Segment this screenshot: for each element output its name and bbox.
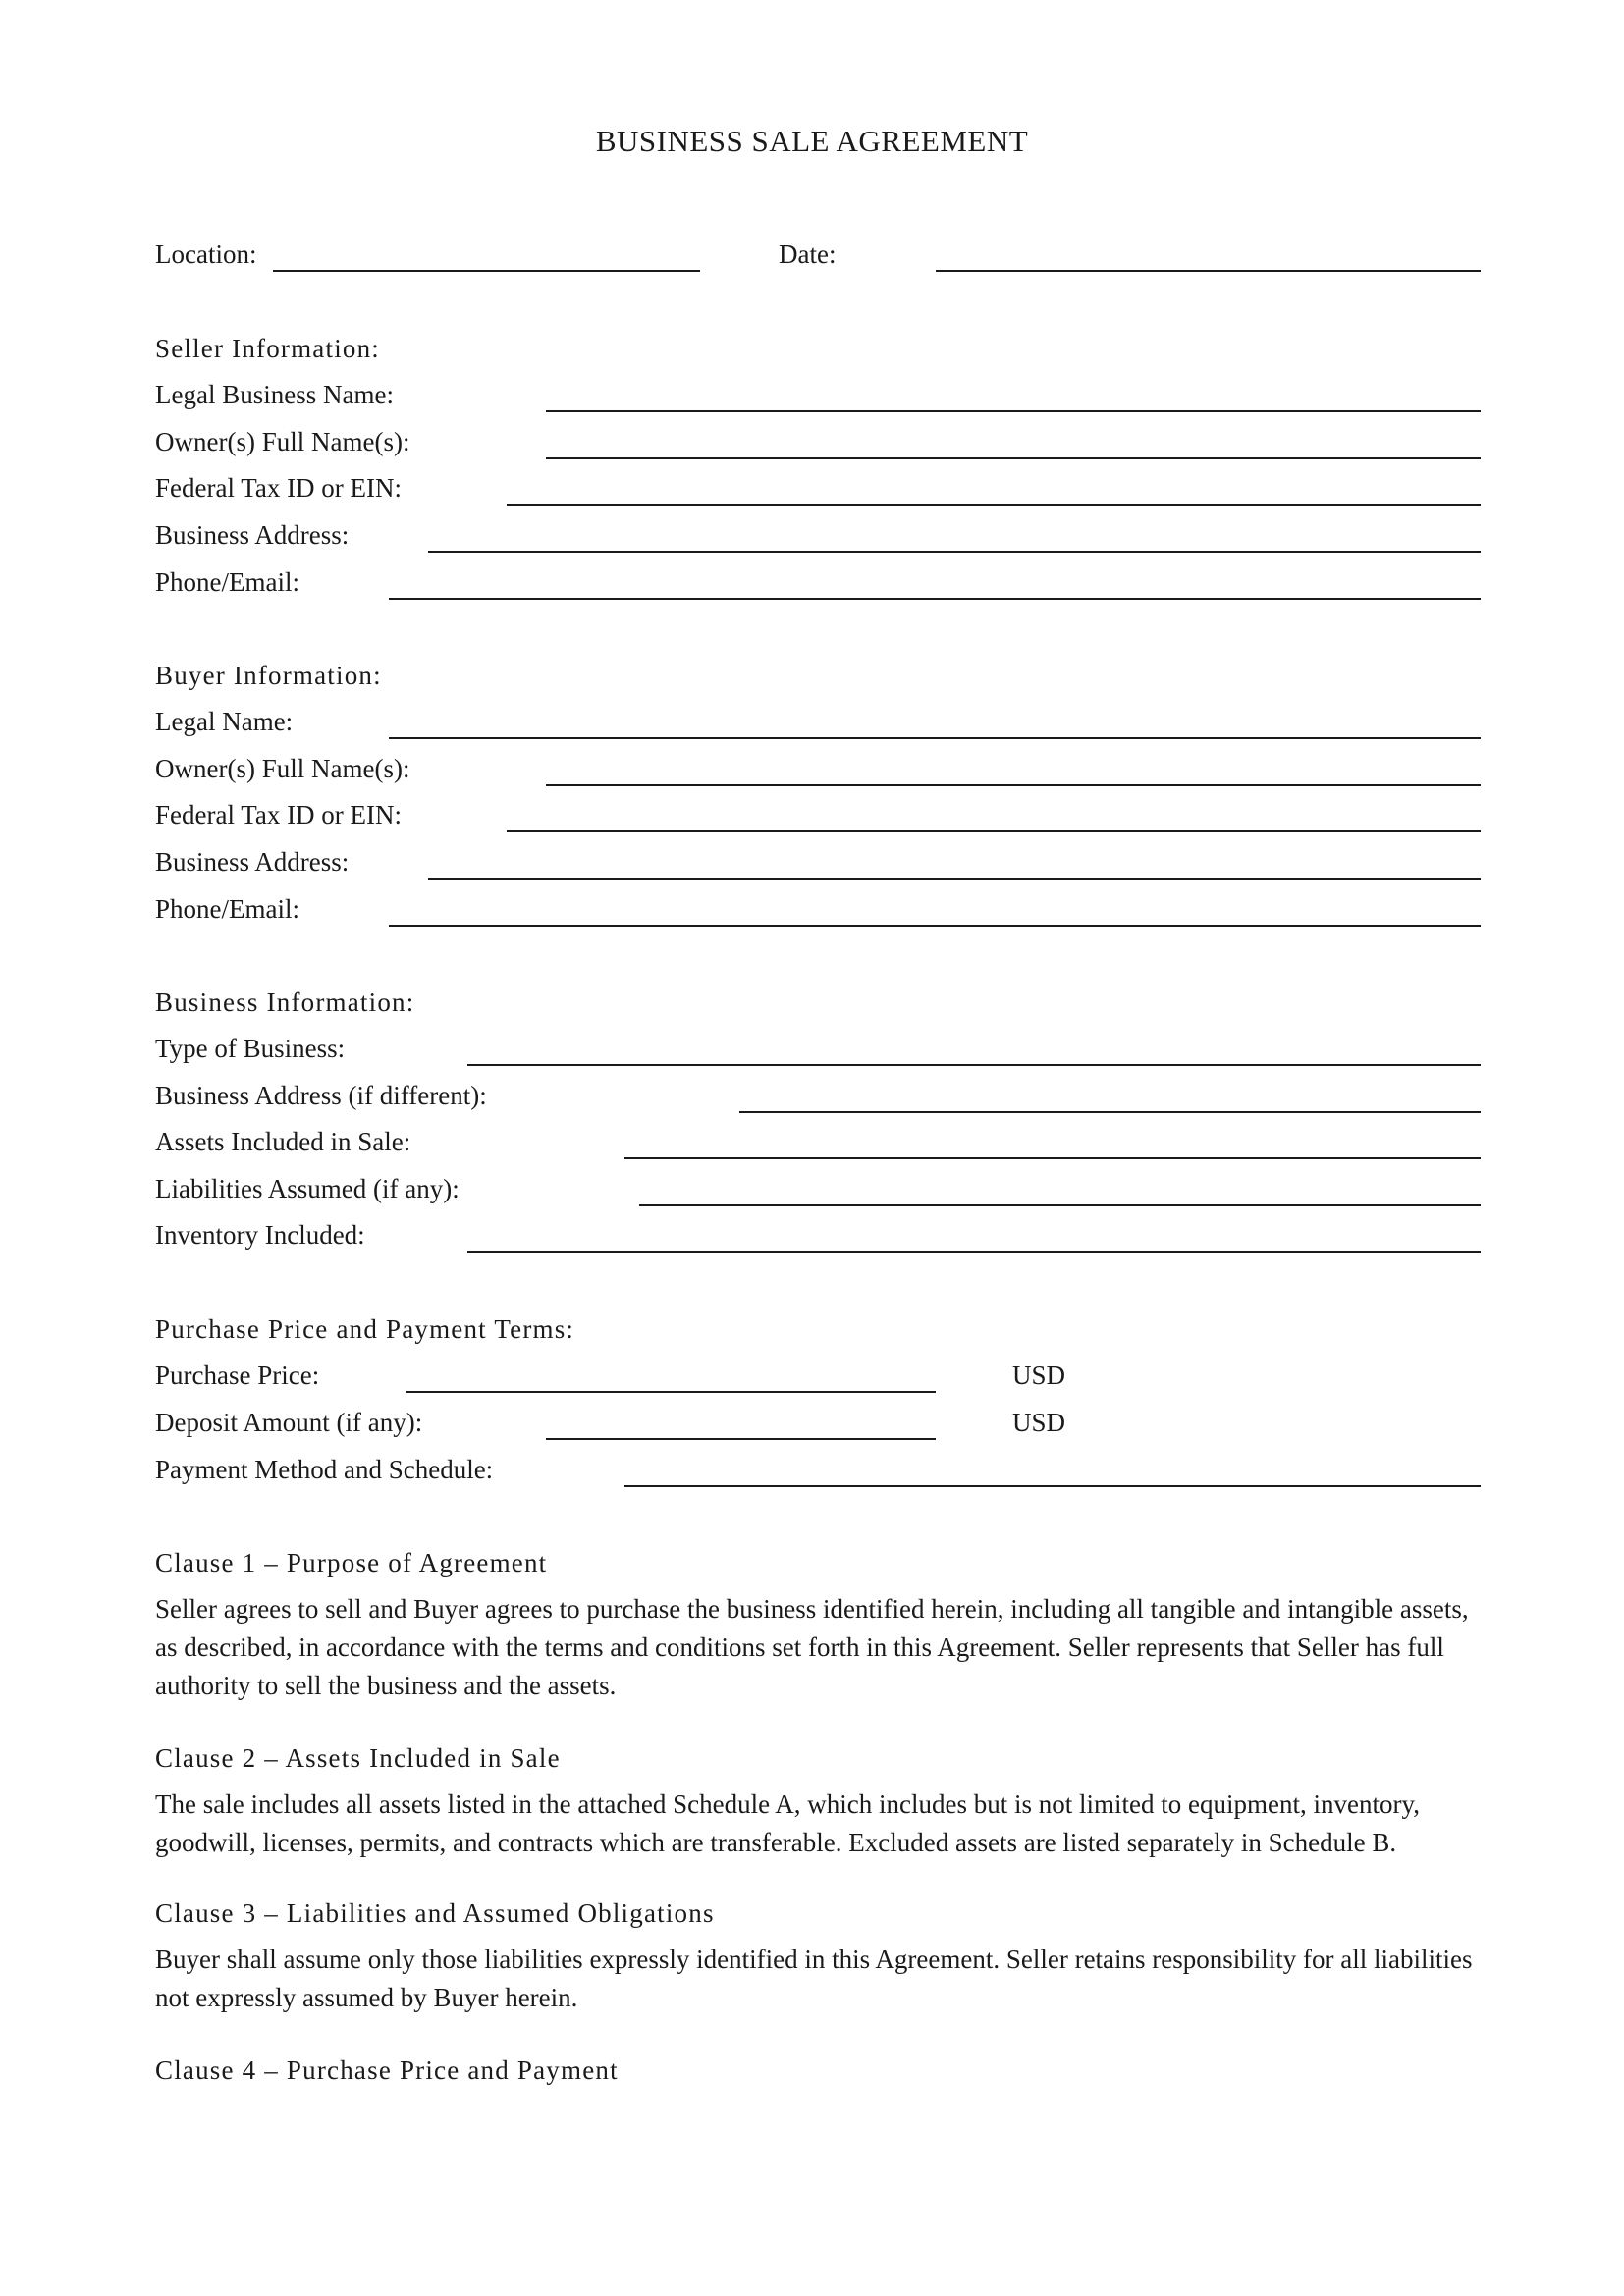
document-title: BUSINESS SALE AGREEMENT bbox=[595, 124, 1029, 158]
deposit-amount-field[interactable] bbox=[546, 1438, 936, 1440]
clause-1-heading: Clause 1 – Purpose of Agreement bbox=[155, 1548, 548, 1577]
clause-3-heading: Clause 3 – Liabilities and Assumed Obligations bbox=[155, 1898, 715, 1928]
inventory-included-field[interactable] bbox=[467, 1251, 1481, 1253]
deposit-amount-label: Deposit Amount (if any): bbox=[155, 1408, 423, 1437]
seller-legal-name-label: Legal Business Name: bbox=[155, 380, 394, 409]
seller-owner-names-label: Owner(s) Full Name(s): bbox=[155, 427, 410, 456]
location-field[interactable] bbox=[273, 270, 700, 272]
buyer-tax-id-label: Federal Tax ID or EIN: bbox=[155, 800, 403, 829]
clause-4-heading: Clause 4 – Purchase Price and Payment bbox=[155, 2056, 619, 2085]
buyer-legal-name-label: Legal Name: bbox=[155, 707, 294, 736]
seller-tax-id-field[interactable] bbox=[507, 504, 1481, 506]
business-address-field[interactable] bbox=[739, 1111, 1481, 1113]
payment-method-label: Payment Method and Schedule: bbox=[155, 1455, 494, 1484]
buyer-tax-id-field[interactable] bbox=[507, 830, 1481, 832]
buyer-phone-email-field[interactable] bbox=[389, 925, 1481, 927]
seller-phone-email-label: Phone/Email: bbox=[155, 567, 299, 597]
seller-address-label: Business Address: bbox=[155, 520, 350, 550]
clause-2-heading: Clause 2 – Assets Included in Sale bbox=[155, 1743, 561, 1773]
liabilities-assumed-label: Liabilities Assumed (if any): bbox=[155, 1174, 460, 1203]
business-address-label: Business Address (if different): bbox=[155, 1081, 487, 1110]
seller-address-field[interactable] bbox=[428, 551, 1481, 553]
date-field[interactable] bbox=[936, 270, 1481, 272]
seller-owner-names-field[interactable] bbox=[546, 457, 1481, 459]
clause-1-text: Seller agrees to sell and Buyer agrees to purchase the business identified herein, including all tangible and intangible assets, as described, in accordance with the terms and conditions set forth in this Agreement. Seller represents that Seller has full authority to sell the business and the assets. bbox=[155, 1594, 1469, 1700]
buyer-legal-name-field[interactable] bbox=[389, 737, 1481, 739]
assets-included-field[interactable] bbox=[624, 1157, 1481, 1159]
inventory-included-label: Inventory Included: bbox=[155, 1220, 365, 1250]
assets-included-label: Assets Included in Sale: bbox=[155, 1127, 411, 1156]
clause-2-text: The sale includes all assets listed in the attached Schedule A, which includes but is not limited to equipment, inventory, goodwill, licenses, permits, and contracts which are transferable. Excluded assets are listed separately in Schedule B. bbox=[155, 1789, 1420, 1857]
business-type-field[interactable] bbox=[467, 1064, 1481, 1066]
buyer-heading: Buyer Information: bbox=[155, 661, 382, 690]
buyer-address-label: Business Address: bbox=[155, 847, 350, 877]
seller-heading: Seller Information: bbox=[155, 334, 380, 363]
buyer-address-field[interactable] bbox=[428, 878, 1481, 880]
buyer-phone-email-label: Phone/Email: bbox=[155, 894, 299, 924]
seller-tax-id-label: Federal Tax ID or EIN: bbox=[155, 473, 403, 503]
business-heading: Business Information: bbox=[155, 988, 415, 1017]
purchase-price-field[interactable] bbox=[406, 1391, 936, 1393]
date-label: Date: bbox=[779, 240, 837, 269]
liabilities-assumed-field[interactable] bbox=[639, 1204, 1481, 1206]
business-type-label: Type of Business: bbox=[155, 1034, 346, 1063]
purchase-price-currency: USD bbox=[1012, 1361, 1066, 1390]
buyer-owner-names-field[interactable] bbox=[546, 784, 1481, 786]
seller-legal-name-field[interactable] bbox=[546, 410, 1481, 412]
seller-phone-email-field[interactable] bbox=[389, 598, 1481, 600]
deposit-amount-currency: USD bbox=[1012, 1408, 1066, 1437]
location-label: Location: bbox=[155, 240, 257, 269]
payment-method-field[interactable] bbox=[624, 1485, 1481, 1487]
price-heading: Purchase Price and Payment Terms: bbox=[155, 1314, 575, 1344]
clause-3-text: Buyer shall assume only those liabilities expressly identified in this Agreement. Seller retains responsibility for all liabilities not expressly assumed by Buyer herein. bbox=[155, 1945, 1473, 2012]
buyer-owner-names-label: Owner(s) Full Name(s): bbox=[155, 754, 410, 783]
purchase-price-label: Purchase Price: bbox=[155, 1361, 320, 1390]
